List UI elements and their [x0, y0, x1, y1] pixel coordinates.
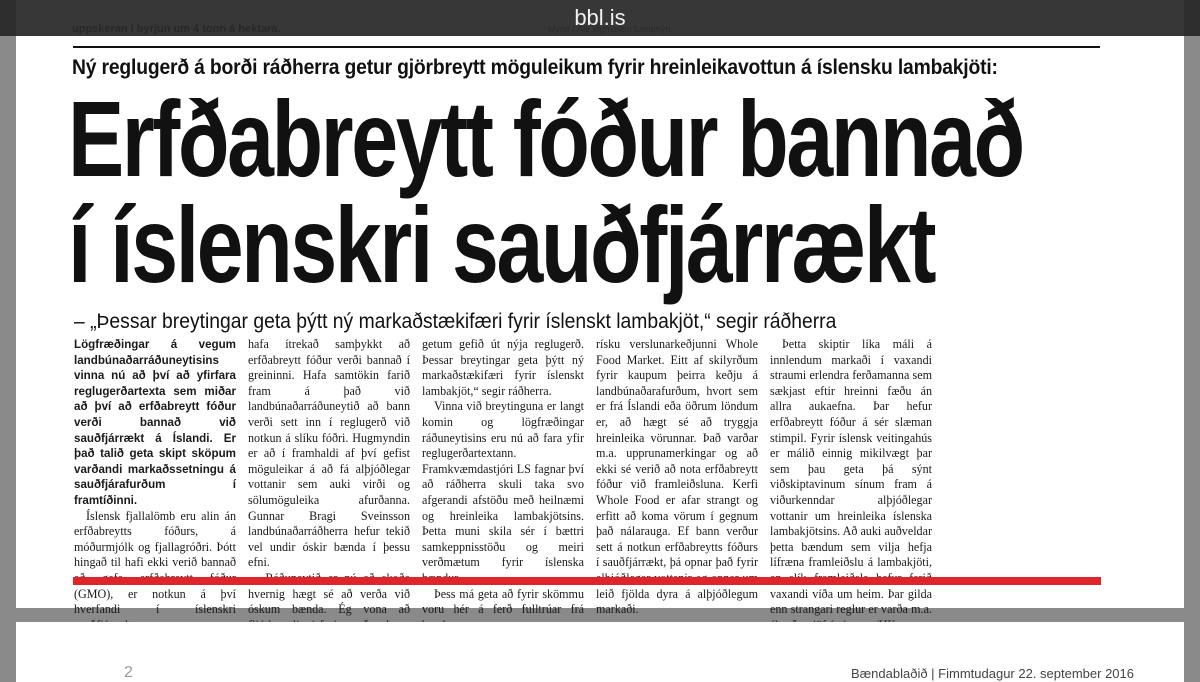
body-paragraph: Vinna við breytinguna er langt komin og lögfræðingar ráðuneytisins eru nú að fara yfir reglugerðartextann. Framkvæmdastjóri LS fagnar því að ráðherra skuli taka svo afgerandi afstöðu með heilnæmi og hreinleika lambakjötsins. Þetta muni skila sér í bættri samkeppnisstöðu og meiri verðmætum fyrir íslenska — [422, 399, 584, 570]
article-headline — [68, 78, 1023, 305]
page-number: 2 — [124, 664, 133, 681]
body-paragraph: rísku verslunarkeðjunni Whole Food Market. Eitt af skilyrðum fyrir kaupum þeirra keðju á landbúnaðarafurðum, hvort sem er frá Íslandi eða öðrum löndum er, að hægt sé að tryggja hreinleika vörunnar. Það varðar m.a. upprunamerkingar og að ekki sé verið að nota erfðabreytt fóður við framleiðsluna. Kerfi Whole Food er afar strangt og erfitt að koma vörum í gegnum það nálarauga. Ef bann verður sett á notkun erfðabreytts fóðurs í sauðfjárrækt, þá opnar það fyrir leið fjölda dyra á alþjóðlegum markaði. — [596, 337, 758, 617]
text-column-3 — [422, 337, 584, 617]
browser-url-bar[interactable] — [0, 0, 1200, 36]
article-body — [74, 337, 1102, 617]
body-paragraph: getum gefið út nýja reglugerð. Þessar breytingar geta þýtt ný markaðstækifæri fyrir íslenskt lambakjöt,“ segir ráðherra. — [422, 337, 584, 398]
text-column-4 — [596, 337, 758, 617]
next-page — [16, 622, 1184, 682]
lead-paragraph: Lögfræðingar á vegum landbúnaðarráðuneytisins vinna nú að því að yfirfara reglugerðartexta sem miðar að því að erfðabreytt fóður verði bannað við sauðfjárrækt á Íslandi. Er það talið geta skipt sköpum varðandi markaðssetningu á sauðfjárafurðum í framtíðinni. — [74, 338, 236, 507]
article-kicker: Ný reglugerð á borði ráðherra getur gjörbreytt möguleikum fyrir hreinleikavottun á íslensku lambakjöti: — [72, 56, 998, 79]
body-paragraph-text: Þetta skiptir líka máli á innlendum markaði í vaxandi straumi erlendra ferðamanna sem sækjast eftir hreinni fæðu án allra aukaefna. Þar hefur erfðabreytt fóður á sér slæman stimpil. Fyrir íslensk veitingahús er málið einnig mikilvægt þar sem þau geta þá sýnt viðskiptavinum sínum fram á viðurkenndar alþjóðlegar vottanir um hreinleika íslenska lambakjötsins. Að auki auðveldar þetta bændum sem vilja hefja lífræna framleiðslu á lambakjöti, vaxandi víða um heim. Þar gilda enn strangari reglur er varða m.a. — [770, 337, 932, 617]
body-paragraph: Þess má geta að fyrir skömmu voru hér á ferð fulltrúar frá — [422, 586, 584, 617]
article-subhead: – „Þessar breytingar geta þýtt ný markaðstækifæri fyrir íslenskt lambakjöt,“ segir ráðherra — [74, 310, 837, 333]
body-paragraph — [770, 337, 932, 633]
newspaper-page — [16, 0, 1184, 617]
publication-footer: Bændablaðið | Fimmtudagur 22. september 2016 — [850, 666, 1134, 681]
text-column-2 — [248, 337, 410, 617]
text-column-5 — [770, 337, 932, 617]
body-paragraph: Íslensk fjallalömb eru alin án erfðabreytts fóðurs, á móðurmjólk og fjallagróðri. Þótt hingað til hafi ekki verið bannað (GMO), er notkun á því hverfandi í íslenskri — [74, 508, 236, 617]
headline-line-2: í íslenskri sauðfjárrækt — [68, 184, 935, 305]
headline-line-1: Erfðabreytt fóður bannað — [68, 78, 1023, 199]
red-divider-bar — [73, 577, 1101, 585]
text-column-1 — [74, 337, 236, 617]
url-text: bbl.is — [574, 5, 626, 30]
body-paragraph: hafa ítrekað samþykkt að erfðabreytt fóður verði bannað í greininni. Hafa samtökin farið fram á það við landbúnaðarráðuneytið að bann verði sett inn í reglugerð við notkun á slíku fóðri. Hugmyndin er að í framhaldi af því gefist möguleikar á að fá alþjóðlegar vottanir sem auki virði og sölumöguleika afurðanna. Gunnar Bragi Sveinsson landbúnaðarráðherra hefur tekið vel undir óskir bænda í þessu efni. — [248, 337, 410, 570]
divider-rule — [73, 46, 1100, 48]
body-paragraph: hvernig hægt sé að verða við óskum bænda. Ég vona að — [248, 586, 410, 617]
